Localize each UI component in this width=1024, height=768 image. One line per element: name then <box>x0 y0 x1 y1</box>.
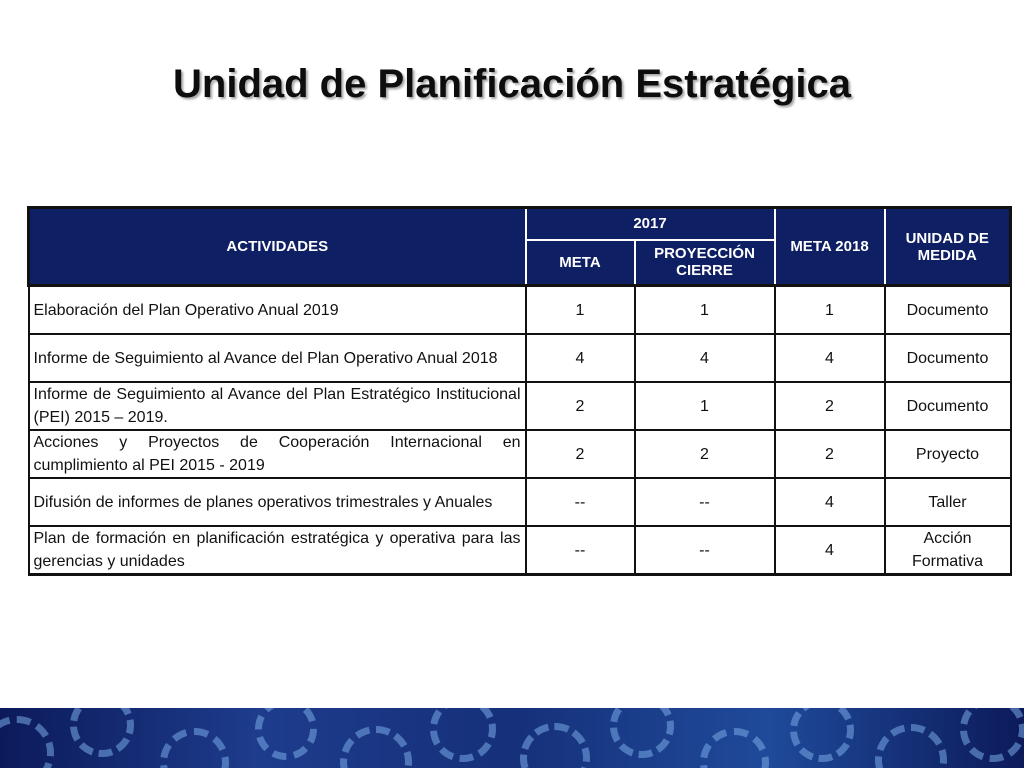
cell-actividad: Elaboración del Plan Operativo Anual 2019 <box>29 286 526 335</box>
gear-icon <box>160 728 229 768</box>
cell-meta: 4 <box>526 334 635 382</box>
cell-actividad: Difusión de informes de planes operativos trimestrales y Anuales <box>29 478 526 526</box>
cell-proyeccion: 2 <box>635 430 775 478</box>
gear-icon <box>520 723 590 768</box>
cell-proyeccion: -- <box>635 478 775 526</box>
decorative-gear-band <box>0 708 1024 768</box>
table-row <box>29 334 1011 382</box>
cell-meta-2018: 2 <box>775 382 885 430</box>
gear-icon <box>875 724 947 768</box>
table-row <box>29 430 1011 478</box>
gear-icon <box>0 716 54 768</box>
cell-meta: -- <box>526 478 635 526</box>
cell-unidad: Taller <box>885 478 1011 526</box>
gear-icon <box>255 708 317 760</box>
gear-icon <box>70 708 134 757</box>
cell-meta-2018: 4 <box>775 526 885 575</box>
cell-meta-2018: 2 <box>775 430 885 478</box>
cell-actividad: Informe de Seguimiento al Avance del Plan Operativo Anual 2018 <box>29 334 526 382</box>
cell-meta: 1 <box>526 286 635 335</box>
cell-proyeccion: 1 <box>635 286 775 335</box>
cell-unidad: Proyecto <box>885 430 1011 478</box>
header-actividades: ACTIVIDADES <box>29 208 526 286</box>
cell-meta: -- <box>526 526 635 575</box>
cell-unidad: Documento <box>885 382 1011 430</box>
header-meta: META <box>526 240 635 286</box>
cell-meta: 2 <box>526 382 635 430</box>
cell-proyeccion: 1 <box>635 382 775 430</box>
cell-meta-2018: 1 <box>775 286 885 335</box>
cell-unidad: Documento <box>885 334 1011 382</box>
cell-meta-2018: 4 <box>775 334 885 382</box>
gear-icon <box>700 728 769 768</box>
table-row <box>29 286 1011 335</box>
cell-meta-2018: 4 <box>775 478 885 526</box>
header-proyeccion: PROYECCIÓN CIERRE <box>635 240 775 286</box>
activities-table <box>27 206 1012 576</box>
gear-icon <box>610 708 674 758</box>
table-row <box>29 478 1011 526</box>
header-unidad: UNIDAD DE MEDIDA <box>885 208 1011 286</box>
cell-unidad: Documento <box>885 286 1011 335</box>
gear-icon <box>790 708 854 762</box>
cell-proyeccion: -- <box>635 526 775 575</box>
cell-actividad: Acciones y Proyectos de Cooperación Internacional en cumplimiento al PEI 2015 - 2019 <box>29 430 526 478</box>
header-year: 2017 <box>526 208 775 240</box>
cell-unidad: Acción Formativa <box>885 526 1011 575</box>
table-row <box>29 526 1011 575</box>
gear-icon <box>340 726 412 768</box>
cell-meta: 2 <box>526 430 635 478</box>
header-meta-2018: META 2018 <box>775 208 885 286</box>
cell-proyeccion: 4 <box>635 334 775 382</box>
page-title: Unidad de Planificación Estratégica <box>173 62 851 106</box>
gear-icon <box>960 708 1024 762</box>
cell-actividad: Informe de Seguimiento al Avance del Plan Estratégico Institucional (PEI) 2015 – 2019. <box>29 382 526 430</box>
gear-icon <box>430 708 496 762</box>
table-row <box>29 382 1011 430</box>
cell-actividad: Plan de formación en planificación estratégica y operativa para las gerencias y unidades <box>29 526 526 575</box>
